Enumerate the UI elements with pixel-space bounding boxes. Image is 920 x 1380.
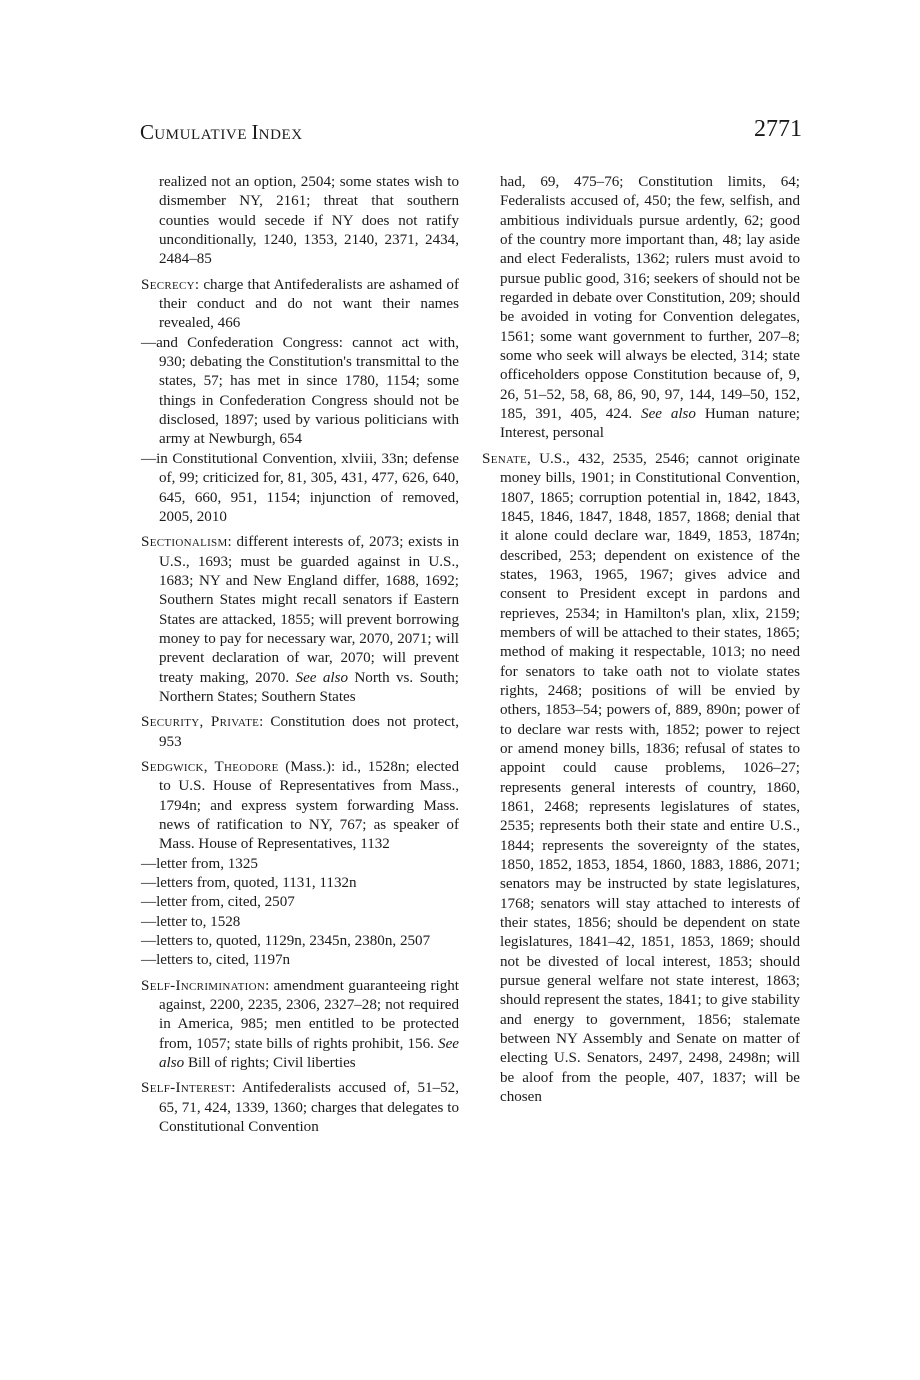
subentry: —letters to, cited, 1197n	[141, 952, 291, 969]
subentry: —and Confederation Congress: cannot act with, 930; debating the Constitution's transmittal to the states, 57; has met in since 1780, 1154; some things in Confederation Congress should not be disclosed, 1897; used by various politicians with army at Newburgh, 654	[141, 334, 459, 448]
subentry: —in Constitutional Convention, xlviii, 33n; defense of, 99; criticized for, 81, 305, 431, 477, 626, 640, 645, 660, 951, 1154; injunction of removed, 2005, 2010	[141, 450, 459, 525]
subentry: —letter from, cited, 2507	[141, 894, 295, 911]
index-entry-senate: Senate, U.S., 432, 2535, 2546; cannot originate money bills, 1901; in Constitutional Convention, 1807, 1865; corruption potential in, 1842, 1843, 1845, 1846, 1847, 1848, 1857, 1868; denial that it alone could declare war, 1849, 1853, 1874n; described, 253; dependent on existence of the states, 1963, 1965, 1967; gives advice and consent to President except in pardons and reprieves, 2534; in Hamilton's plan, xlix, 2159; members of will be attached to their states, 1865; method of making it respectable, 1013; no need for senators to take oath not to violate states rights, 2468; positions of will be envied by others, 1853–54; powers of, 889, 890n; power of to declare war rests with, 1852; power to reject or amend money bills, 1836; refusal of states to appoint could cause problems, 1026–27; represents general interests of country, 1860, 1861, 2468; represents legislatures of states, 2535; represents both their state and entire U.S., 1844; represents the sovereignty of the states, 1850, 1852, 1853, 1854, 1860, 1883, 1886, 2071; senators may be instructed by state legislatures, 1768; senators will stay attached to interests of their states, 1856; should be dependent on state legislatures, 1841–42, 1851, 1853, 1869; should not be divested of local interest, 1853; should pursue general welfare not state interest, 1863; should represent the states, 1841; to give stability and energy to government, 1856; stalemate between NY Assembly and Senate on matter of electing U.S. Senators, 2497, 2498, 2498n; will be aloof from the people, 407, 1837; will be chosen	[482, 450, 800, 1106]
index-entry: had, 69, 475–76; Constitution limits, 64; Federalists accused of, 450; the few, selfish, and ambitious individuals pursue ardently, 62; good of the country more important than, 48; lay aside and elect Federalists, 1362; rulers must avoid to pursue public good, 316; seekers of should not be regarded in debate over Constitution, 209; should be avoided in voting for Convention delegates, 1561; some want government to further, 207–8; some who seek will always be elected, 314; state officeholders oppose Constitution because of, 9, 26, 51–52, 58, 68, 86, 90, 97, 144, 149–50, 152, 185, 391, 405, 424. See also Human nature; Interest, personal	[500, 174, 801, 442]
see-also: See also	[295, 669, 349, 686]
see-also: See also	[159, 1035, 459, 1072]
headword: Sectionalism	[141, 534, 228, 551]
subentry: —letters to, quoted, 1129n, 2345n, 2380n, 2507	[141, 933, 431, 950]
headword: Secrecy	[141, 276, 195, 293]
see-also: See also	[641, 406, 696, 423]
headword: Self-Interest	[141, 1080, 232, 1097]
subentry: —letter to, 1528	[141, 913, 241, 930]
index-column-left	[141, 173, 459, 1144]
page-number: 2771	[754, 116, 802, 142]
index-entry-secrecy: Secrecy: charge that Antifederalists are ashamed of their conduct and do not want their names revealed, 466	[141, 276, 459, 332]
running-head: CUMULATIVE INDEX	[140, 120, 303, 144]
index-entry-sectionalism: Sectionalism: different interests of, 2073; exists in U.S., 1693; must be guarded against in U.S., 1683; NY and New England differ, 1688, 1692; Southern States might recall senators if Eastern States are attacked, 1855; will prevent borrowing money to pay for necessary war, 2070, 2071; will prevent declaration of war, 2070; will prevent treaty making, 2070. See also North vs. South; Northern States; Southern States	[141, 534, 459, 705]
subentry: —letter from, 1325	[141, 855, 258, 872]
index-entry-security-private: Security, Private: Constitution does not protect, 953	[141, 714, 459, 750]
headword: Security, Private	[141, 714, 260, 731]
index-entry-sedgwick: Sedgwick, Theodore (Mass.): id., 1528n; elected to U.S. House of Representatives from Mass., 1794n; and express system forwarding Mass. news of ratification to NY, 767; as speaker of Mass. House of Representatives, 1132	[141, 758, 459, 853]
index-column-right	[482, 173, 800, 1114]
subentry: —letters from, quoted, 1131, 1132n	[141, 875, 357, 892]
index-entry: realized not an option, 2504; some states wish to dismember NY, 2161; threat that southern counties would secede if NY does not ratify unconditionally, 1240, 1353, 2140, 2371, 2434, 2484–85	[159, 174, 459, 268]
page-header	[140, 116, 802, 154]
headword: Sedgwick, Theodore	[141, 758, 279, 775]
index-entry-self-interest: Self-Interest: Antifederalists accused of, 51–52, 65, 71, 424, 1339, 1360; charges that delegates to Constitutional Convention	[141, 1080, 459, 1136]
headword: Self-Incrimination	[141, 977, 266, 994]
headword: Senate	[482, 450, 528, 467]
index-entry-self-incrimination: Self-Incrimination: amendment guaranteeing right against, 2200, 2235, 2306, 2327–28; not required in America, 985; men entitled to be protected from, 1057; state bills of rights prohibit, 156. See also Bill of rights; Civil liberties	[141, 977, 459, 1072]
